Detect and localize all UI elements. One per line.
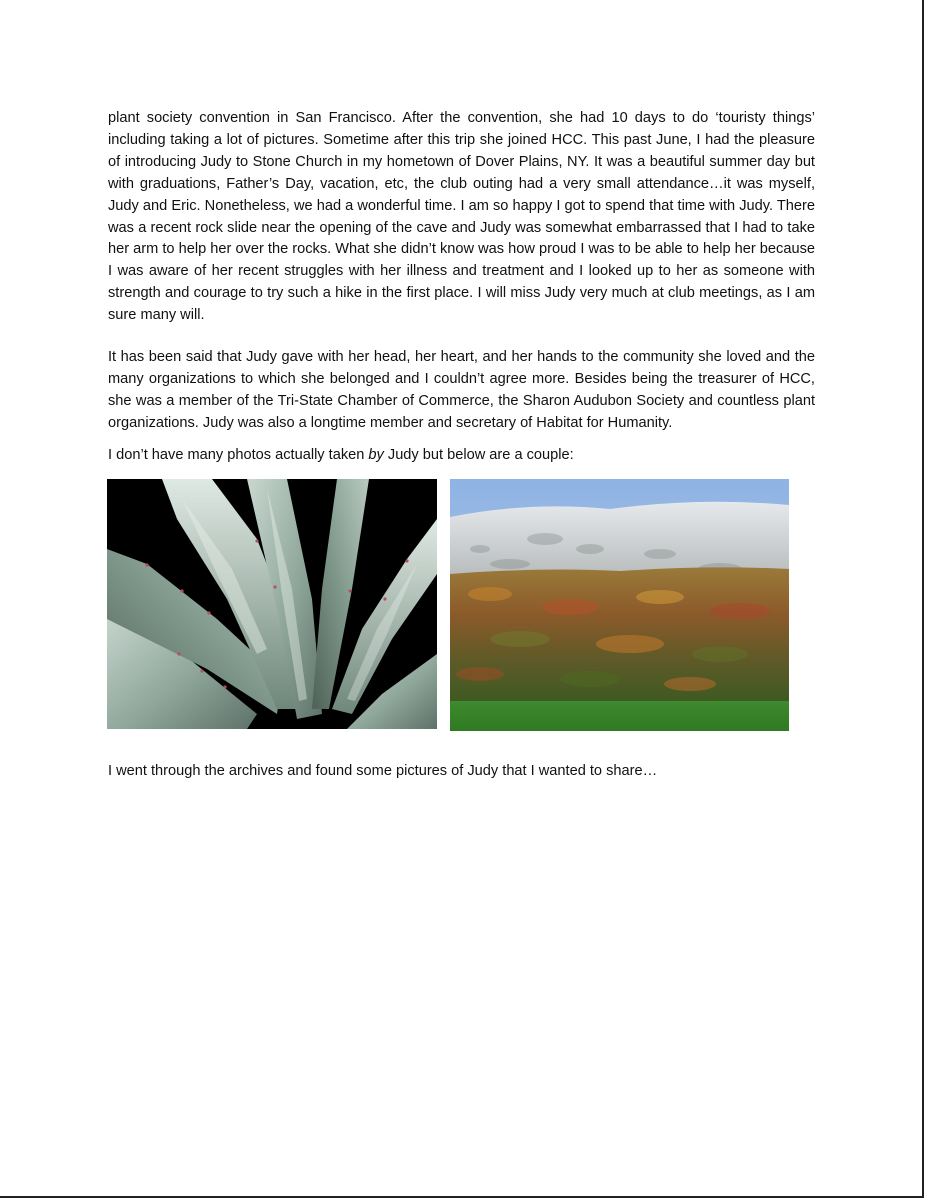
photos-intro-after: Judy but below are a couple: bbox=[383, 446, 574, 463]
document-body bbox=[108, 108, 815, 783]
agave-photo bbox=[107, 479, 437, 729]
mountain-photo bbox=[450, 479, 789, 731]
photos-intro-emphasis: by bbox=[368, 446, 384, 463]
paragraph-community-service: It has been said that Judy gave with her head, her heart, and her hands to the community she loved and the many organizations to which she belonged and I couldn’t agree more. Besides being the treasurer of HCC, she was a member of the Tri-State Chamber of Commerce, the Sharon Audubon Society and countless plant organizations. Judy was also a longtime member and secretary of Habitat for Humanity. bbox=[108, 349, 815, 431]
photo-row bbox=[108, 479, 815, 731]
paragraph-photos-intro bbox=[108, 445, 815, 467]
paragraph-archives: I went through the archives and found some pictures of Judy that I wanted to share… bbox=[108, 762, 658, 779]
photos-intro-before: I don’t have many photos actually taken bbox=[108, 446, 369, 463]
paragraph-convention-trip: plant society convention in San Francisco. After the convention, she had 10 days to do ‘touristy things’ including taking a lot of pictures. Sometime after this trip she joined HCC. This past June, I had the pleasure of introducing Judy to Stone Church in my hometown of Dover Plains, NY. It was a beautiful summer day but with graduations, Father’s Day, vacation, etc, the club outing had a very small attendance…it was myself, Judy and Eric. Nonetheless, we had a wonderful time. I am so happy I got to spend that time with Judy. There was a recent rock slide near the opening of the cave and Judy was somewhat embarrassed that I had to take her arm to help her over the rocks. What she didn’t know was how proud I was to be able to help her because I was aware of her recent struggles with her illness and treatment and I looked up to her as someone with strength and courage to try such a hike in the first place. I will miss Judy very much at club meetings, as I am sure many will. bbox=[108, 110, 815, 324]
